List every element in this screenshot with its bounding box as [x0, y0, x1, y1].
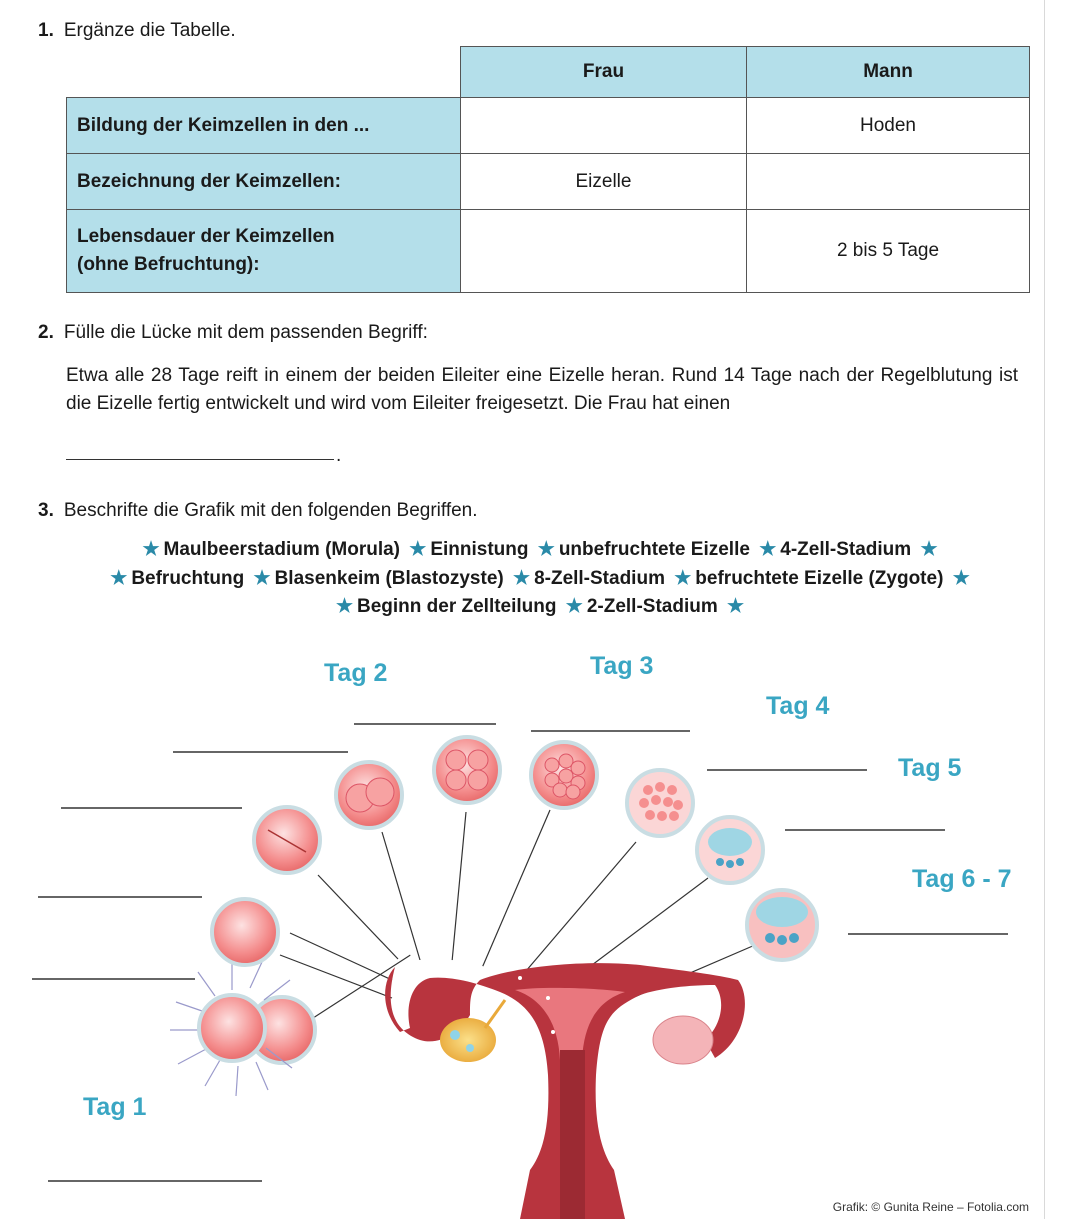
star-icon: ★ — [565, 596, 583, 617]
star-icon: ★ — [920, 539, 938, 560]
term: Beginn der Zellteilung — [356, 596, 557, 617]
term: Einnistung — [430, 539, 529, 560]
star-icon: ★ — [952, 568, 970, 589]
term: 8-Zell-Stadium — [534, 568, 665, 589]
col-header-frau: Frau — [461, 47, 747, 98]
cell-lebensdauer-frau[interactable] — [461, 210, 747, 293]
cell-division-start — [254, 807, 320, 873]
ovary-right — [653, 1016, 713, 1064]
task1-heading: 1. Ergänze die Tabelle. — [38, 20, 236, 41]
label-tag-6-7: Tag 6 - 7 — [912, 865, 1012, 893]
answer-blanks — [32, 724, 1008, 1181]
term-list-line-3 — [40, 595, 1040, 618]
cell-bezeichnung-mann[interactable] — [747, 154, 1030, 210]
cell-zygote — [212, 899, 278, 965]
label-tag-1: Tag 1 — [83, 1093, 147, 1121]
task3-heading: 3. Beschrifte die Grafik mit den folgenden Begriffen. — [38, 500, 478, 521]
task2-answer-blank[interactable] — [66, 459, 334, 460]
term-list-line-2 — [40, 567, 1040, 590]
label-tag-4: Tag 4 — [766, 692, 830, 720]
star-icon: ★ — [335, 596, 353, 617]
cell-bildung-mann: Hoden — [747, 98, 1030, 154]
star-icon: ★ — [537, 539, 555, 560]
term: Befruchtung — [131, 568, 245, 589]
fertilization-diagram — [0, 620, 1067, 1219]
label-tag-5: Tag 5 — [898, 754, 962, 782]
star-icon: ★ — [674, 568, 692, 589]
task2-text: Etwa alle 28 Tage reift in einem der beiden Eileiter eine Eizelle heran. Rund 14 Tage nach der Regelblutung ist die Eizelle fertig entwickelt und wird vom Eileiter freigesetzt. Die Frau hat einen — [66, 365, 1018, 414]
star-icon: ★ — [409, 539, 427, 560]
cell-bezeichnung-frau: Eizelle — [461, 154, 747, 210]
star-icon: ★ — [110, 568, 128, 589]
term-list-line-1 — [40, 538, 1040, 561]
germ-cell-table — [66, 46, 1030, 293]
row-label-lebensdauer: Lebensdauer der Keimzellen (ohne Befruchtung): — [67, 210, 461, 293]
term: 2-Zell-Stadium — [586, 596, 718, 617]
image-credit: Grafik: © Gunita Reine – Fotolia.com — [832, 1200, 1029, 1214]
task2-end-mark: . — [336, 445, 342, 466]
cell-lebensdauer-mann: 2 bis 5 Tage — [747, 210, 1030, 293]
cell-fertilization-egg — [199, 995, 265, 1061]
term: Maulbeerstadium (Morula) — [163, 539, 401, 560]
cell-bildung-frau[interactable] — [461, 98, 747, 154]
col-header-mann: Mann — [747, 47, 1030, 98]
label-tag-2: Tag 2 — [324, 659, 388, 687]
term: befruchtete Eizelle (Zygote) — [695, 568, 944, 589]
star-icon: ★ — [513, 568, 531, 589]
row-label-keimzellen-bildung: Bildung der Keimzellen in den ... — [67, 98, 461, 154]
label-tag-3: Tag 3 — [590, 652, 654, 680]
term: 4-Zell-Stadium — [780, 539, 912, 560]
cell-4-cell-stage — [434, 737, 500, 803]
star-icon: ★ — [727, 596, 745, 617]
star-icon: ★ — [253, 568, 271, 589]
term: Blasenkeim (Blastozyste) — [274, 568, 504, 589]
task2-heading: 2. Fülle die Lücke mit dem passenden Begriff: — [38, 322, 428, 343]
uterus-illustration — [385, 952, 745, 1219]
star-icon: ★ — [759, 539, 777, 560]
term: unbefruchtete Eizelle — [558, 539, 750, 560]
row-label-bezeichnung: Bezeichnung der Keimzellen: — [67, 154, 461, 210]
star-icon: ★ — [142, 539, 160, 560]
